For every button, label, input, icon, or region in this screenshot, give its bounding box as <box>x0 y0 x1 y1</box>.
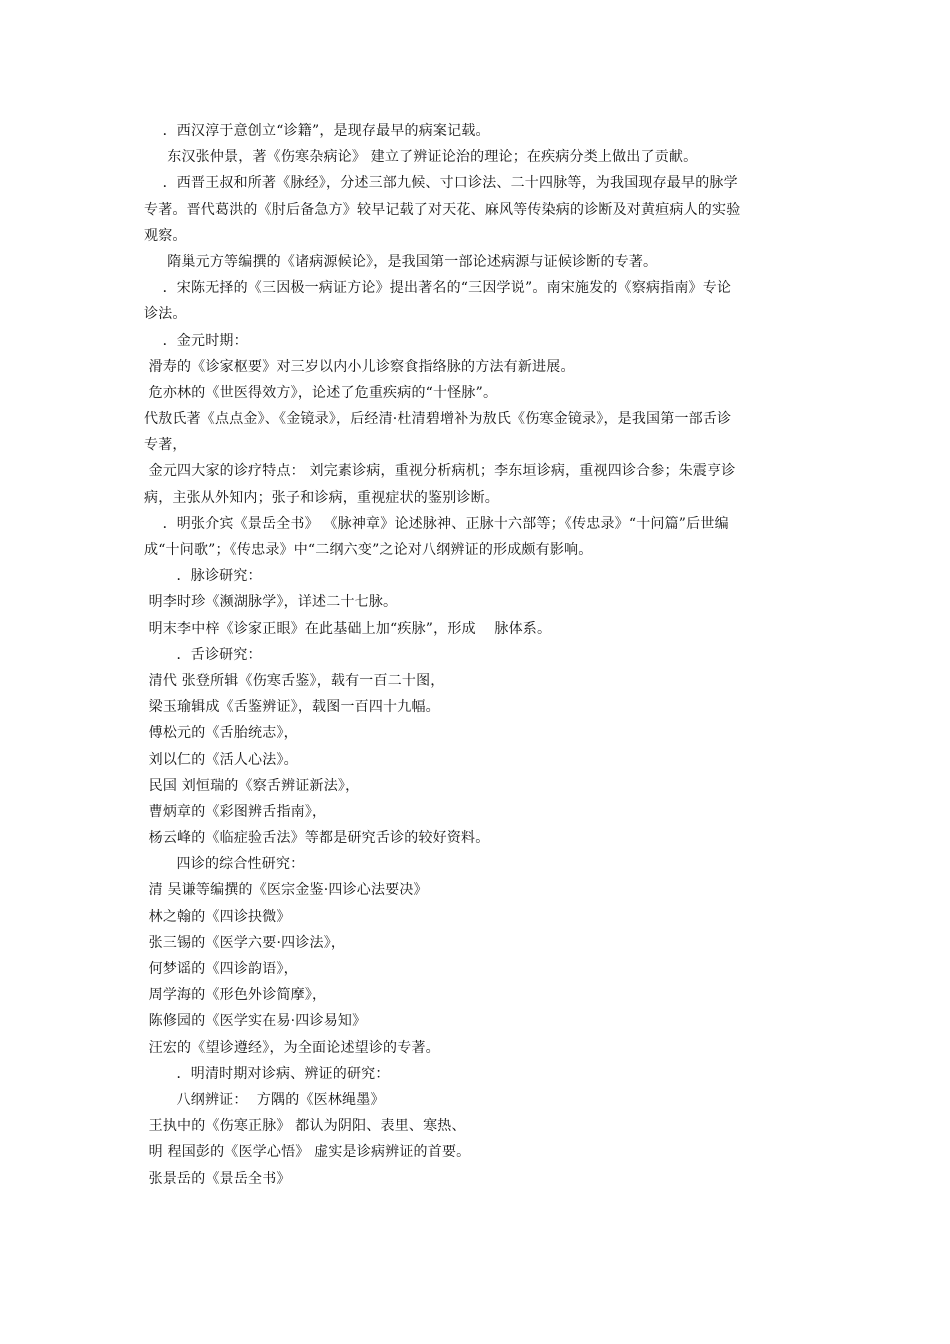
text-line: ．明张介宾《景岳全书》 《脉神章》论述脉神、正脉十六部等；《传忠录》“十问篇”后世编 <box>144 515 729 532</box>
text-line: 明李时珍《濒湖脉学》，详述二十七脉。 <box>144 594 398 611</box>
text-line: 清代 张登所辑《伤寒舌鉴》，载有一百二十图， <box>144 672 445 689</box>
text-line: 杨云峰的《临症验舌法》等都是研究舌诊的较好资料。 <box>144 830 490 847</box>
text-line: 张景岳的《景岳全书》 <box>144 1170 291 1187</box>
text-line: 滑寿的《诊家枢要》对三岁以内小儿诊察食指络脉的方法有新进展。 <box>144 358 575 375</box>
text-line: ．宋陈无择的《三因极一病证方论》提出著名的“三因学说”。南宋施发的《察病指南》专论 <box>144 280 732 297</box>
text-line: 何梦谣的《四诊韵语》， <box>144 961 298 977</box>
document-body <box>144 118 814 1192</box>
text-line: ．西晋王叔和所著《脉经》，分述三部九候、寸口诊法、二十四脉等，为我国现存最早的脉学 <box>144 175 738 192</box>
text-line: ．西汉淳于意创立“诊籍”，是现存最早的病案记载。 <box>144 123 490 139</box>
text-line: 王执中的《伤寒正脉》 都认为阴阳、表里、寒热、 <box>144 1118 466 1135</box>
text-line: 周学海的《形色外诊简摩》， <box>144 987 327 1004</box>
text-line: 病，主张从外知内；张子和诊病，重视症状的鉴别诊断。 <box>144 489 499 506</box>
text-line: 张三锡的《医学六要·四诊法》， <box>144 934 346 951</box>
text-line: 代敖氏著《点点金》、《金镜录》，后经清·杜清碧增补为敖氏《伤寒金镜录》，是我国第一部舌诊 <box>144 411 732 428</box>
text-line: 诊法。 <box>144 306 187 323</box>
text-line: 金元四大家的诊疗特点： 刘完素诊病，重视分析病机；李东垣诊病，重视四诊合参；朱震亨诊 <box>144 463 736 480</box>
text-line: 陈修园的《医学实在易·四诊易知》 <box>144 1013 367 1030</box>
text-line: 观察。 <box>144 227 187 244</box>
text-line: ．舌诊研究： <box>144 646 262 663</box>
text-line: 明末李中梓《诊家正眼》在此基础上加“疾脉”，形成 脉体系。 <box>144 620 552 637</box>
text-line: 梁玉瑜辑成《舌鉴辨证》，载图一百四十九幅。 <box>144 699 440 716</box>
text-line: ．明清时期对诊病、辨证的研究： <box>144 1065 390 1082</box>
text-line: 危亦林的《世医得效方》，论述了危重疾病的“十怪脉”。 <box>144 384 498 401</box>
text-line: 曹炳章的《彩图辨舌指南》， <box>144 803 327 820</box>
text-line: 八纲辨证： 方隅的《医林绳墨》 <box>144 1091 385 1108</box>
text-line: 东汉张仲景，著《伤寒杂病论》 建立了辨证论治的理论；在疾病分类上做出了贡献。 <box>144 149 698 166</box>
text-line: 专著。晋代葛洪的《肘后备急方》较早记载了对天花、麻风等传染病的诊断及对黄疸病人的实验 <box>144 201 741 218</box>
text-line: 明 程国彭的《医学心悟》 虚实是诊病辨证的首要。 <box>144 1144 471 1161</box>
text-line: 清 吴谦等编撰的《医宗金鉴·四诊心法要决》 <box>144 882 428 899</box>
text-line: 专著， <box>144 437 187 454</box>
text-line: 成“十问歌”；《传忠录》中“二纲六变”之论对八纲辨证的形成颇有影响。 <box>144 542 593 558</box>
text-line: 汪宏的《望诊遵经》，为全面论述望诊的专著。 <box>144 1039 440 1056</box>
text-line: ．脉诊研究： <box>144 568 262 585</box>
text-line: 刘以仁的《活人心法》。 <box>144 751 298 768</box>
text-line: 傅松元的《舌胎统志》， <box>144 725 298 742</box>
text-line: 隋巢元方等编撰的《诸病源候论》，是我国第一部论述病源与证候诊断的专著。 <box>144 253 658 270</box>
text-line: 民国 刘恒瑞的《察舌辨证新法》， <box>144 777 360 794</box>
text-line: ．金元时期： <box>144 332 248 349</box>
text-line: 林之翰的《四诊抉微》 <box>144 908 291 925</box>
text-line: 四诊的综合性研究： <box>144 856 305 873</box>
